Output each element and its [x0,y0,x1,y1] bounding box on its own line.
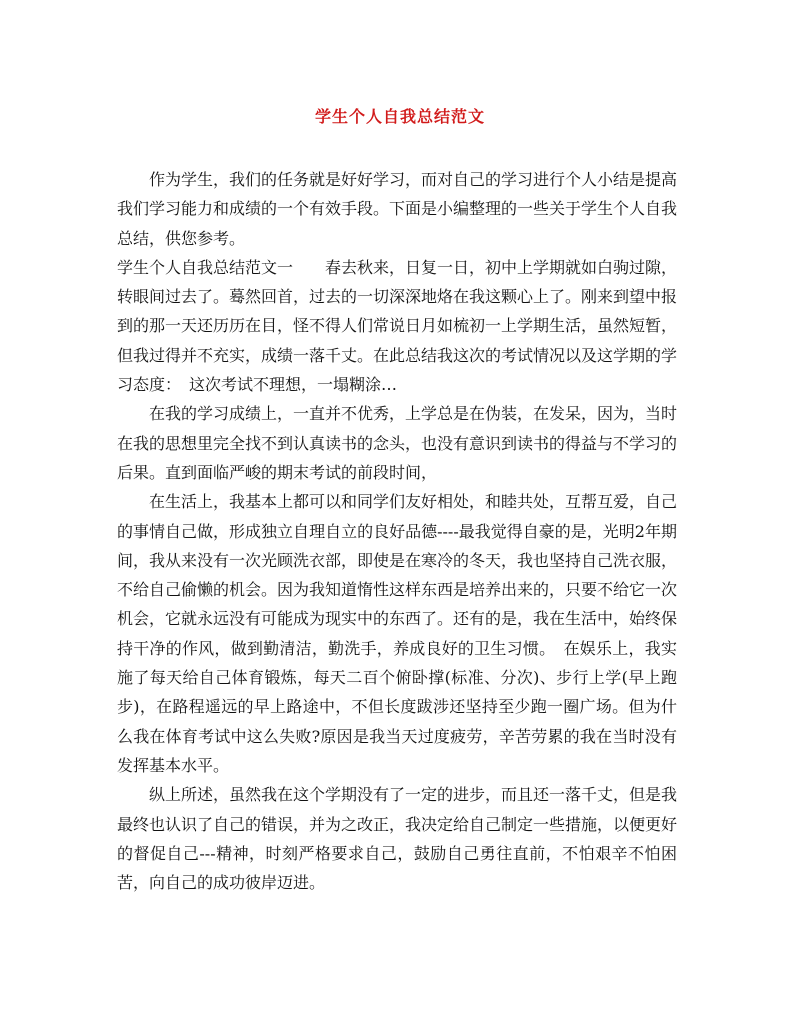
paragraph-study: 在我的学习成绩上，一直并不优秀，上学总是在伪装，在发呆，因为，当时在我的思想里完全找不到认真读书的念头，也没有意识到读书的得益与不学习的后果。直到面临严峻的期末考试的前段时间， [117,404,678,482]
paragraph-intro: 作为学生，我们的任务就是好好学习，而对自己的学习进行个人小结是提高我们学习能力和成绩的一个有效手段。下面是小编整理的一些关于学生个人自我总结，供您参考。 [117,170,678,248]
document-body [117,165,677,897]
paragraph-conclusion: 纵上所述，虽然我在这个学期没有了一定的进步，而且还一落千丈，但是我最终也认识了自己的错误，并为之改正，我决定给自己制定一些措施，以便更好的督促自己---精神，时刻严格要求自己，鼓励自己勇往直前，不怕艰辛不怕困苦，向自己的成功彼岸迈进。 [117,785,678,893]
paragraph-life: 在生活上，我基本上都可以和同学们友好相处，和睦共处，互帮互爱，自己的事情自己做，形成独立自理自立的良好品德----最我觉得自豪的是，光明2年期间，我从来没有一次光顾洗衣部，即使是在寒冷的冬天，我也坚持自己洗衣服，不给自己偷懒的机会。因为我知道惰性这样东西是培养出来的，只要不给它一次机会，它就永远没有可能成为现实中的东西了。还有的是，我在生活中，始终保持干净的作风，做到勤清洁，勤洗手，养成良好的卫生习惯。 在娱乐上，我实施了每天给自己体育锻炼，每天二百个俯卧撑(标准、分次)、步行上学(早上跑步)，在路程遥远的早上路途中，不但长度跋涉还坚持至少跑一圈广场。但为什么我在体育考试中这么失败?原因是我当天过度疲劳，辛苦劳累的我在当时没有发挥基本水平。 [117,492,678,775]
paragraph-example-one: 学生个人自我总结范文一 春去秋来，日复一日，初中上学期就如白驹过隙，转眼间过去了。蓦然回首，过去的一切深深地烙在我这颗心上了。刚来到望中报到的那一天还历历在目，怪不得人们常说日月如梳初一上学期生活，虽然短暂，但我过得并不充实，成绩一落千丈。在此总结我这次的考试情况以及这学期的学习态度： 这次考试不理想，一塌糊涂… [117,257,678,395]
document-title: 学生个人自我总结范文 [314,107,485,126]
